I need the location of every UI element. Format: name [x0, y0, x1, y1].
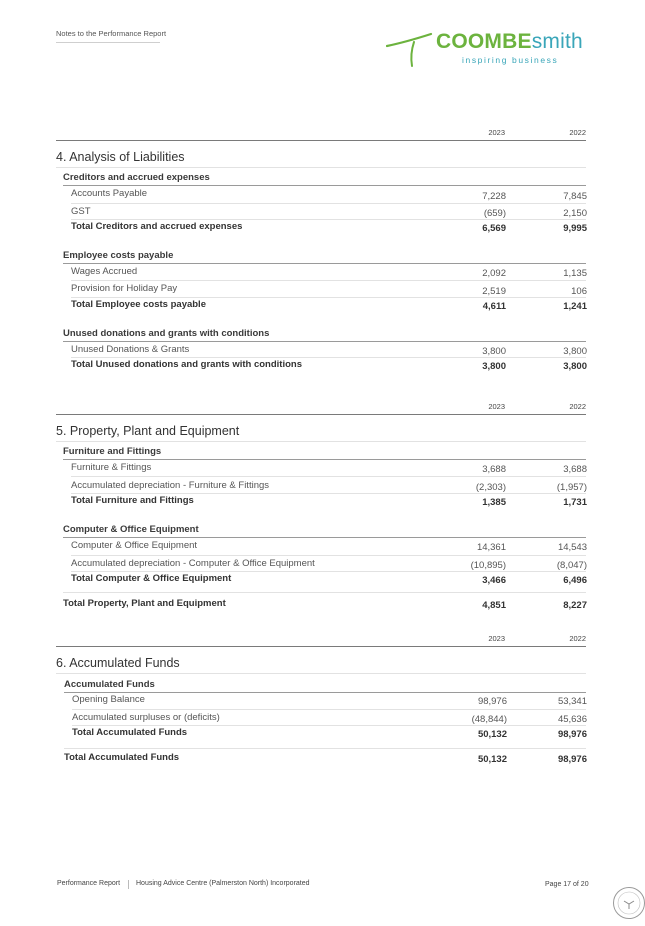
- footer-page-number: Page 17 of 20: [545, 881, 589, 888]
- year-header-2023: 2023: [488, 128, 505, 137]
- value-2022: 3,800: [563, 346, 587, 357]
- value-2023: 3,688: [482, 464, 506, 475]
- value-2023: 98,976: [477, 696, 507, 707]
- value-2023: (2,303): [475, 482, 506, 493]
- row-label: Accumulated surpluses or (deficits): [72, 712, 220, 723]
- divider: [64, 748, 586, 749]
- divider: [56, 441, 586, 442]
- value-2023: 14,361: [476, 542, 506, 553]
- year-header-2022: 2022: [569, 402, 586, 411]
- divider: [71, 357, 586, 358]
- value-2022: 3,688: [563, 464, 587, 475]
- divider: [71, 493, 586, 494]
- value-2023: (659): [483, 208, 506, 219]
- total-2023: 4,611: [482, 301, 506, 312]
- section-title: 4. Analysis of Liabilities: [56, 150, 185, 164]
- section-divider: [56, 646, 586, 647]
- header-divider: [56, 42, 160, 43]
- value-2023: 2,092: [482, 268, 506, 279]
- grand-total-label: Total Property, Plant and Equipment: [63, 598, 226, 609]
- row-label: Computer & Office Equipment: [71, 540, 198, 551]
- divider: [71, 203, 586, 204]
- value-2022: 7,845: [563, 191, 587, 202]
- grand-total-2023: 4,851: [482, 600, 506, 611]
- subsection-title: Accumulated Funds: [64, 679, 155, 690]
- total-2023: 50,132: [477, 729, 507, 740]
- subsection-title: Unused donations and grants with conditions: [63, 328, 270, 339]
- divider: [56, 167, 586, 168]
- footer-separator: [128, 880, 129, 889]
- total-2023: 3,800: [482, 361, 506, 372]
- row-label: Accumulated depreciation - Computer & Office Equipment: [71, 558, 315, 569]
- total-label: Total Furniture and Fittings: [71, 495, 194, 506]
- year-header-2023: 2023: [488, 402, 505, 411]
- grand-total-2022: 8,227: [563, 600, 587, 611]
- footer-entity: Housing Advice Centre (Palmerston North) Incorporated: [136, 880, 310, 887]
- logo-tagline: inspiring business: [462, 55, 559, 65]
- subsection-title: Furniture and Fittings: [63, 446, 162, 457]
- total-2023: 1,385: [482, 497, 506, 508]
- logo-swoosh-icon: [386, 30, 436, 70]
- total-label: Total Computer & Office Equipment: [71, 573, 232, 584]
- divider: [63, 185, 586, 186]
- divider: [71, 571, 586, 572]
- total-2023: 3,466: [482, 575, 506, 586]
- total-2022: 9,995: [563, 223, 587, 234]
- value-2022: (8,047): [556, 560, 587, 571]
- total-label: Total Accumulated Funds: [72, 727, 188, 738]
- divider: [72, 709, 586, 710]
- section-title: 5. Property, Plant and Equipment: [56, 424, 240, 438]
- divider: [63, 592, 586, 593]
- year-header-2023: 2023: [488, 634, 505, 643]
- row-label: Furniture & Fittings: [71, 462, 152, 473]
- section-title: 6. Accumulated Funds: [56, 656, 180, 670]
- row-label: Accounts Payable: [71, 188, 148, 199]
- total-2023: 6,569: [482, 223, 506, 234]
- section-divider: [56, 414, 586, 415]
- row-label: Opening Balance: [72, 694, 145, 705]
- total-2022: 98,976: [557, 729, 587, 740]
- value-2023: 7,228: [482, 191, 506, 202]
- subsection-title: Computer & Office Equipment: [63, 524, 199, 535]
- subsection-title: Creditors and accrued expenses: [63, 172, 210, 183]
- footer-report-name: Performance Report: [57, 880, 121, 887]
- value-2022: (1,957): [556, 482, 587, 493]
- year-header-2022: 2022: [569, 128, 586, 137]
- total-2022: 6,496: [563, 575, 587, 586]
- divider: [71, 280, 586, 281]
- divider: [64, 692, 586, 693]
- value-2022: 1,135: [563, 268, 587, 279]
- logo-word-coombe: COOMBE: [436, 30, 532, 53]
- grand-total-label: Total Accumulated Funds: [64, 752, 180, 763]
- value-2023: (48,844): [471, 714, 507, 725]
- row-label: Provision for Holiday Pay: [71, 283, 178, 294]
- divider: [63, 537, 586, 538]
- value-2022: 14,543: [557, 542, 587, 553]
- divider: [71, 297, 586, 298]
- total-2022: 1,241: [563, 301, 587, 312]
- divider: [63, 341, 586, 342]
- divider: [71, 476, 586, 477]
- divider: [63, 459, 586, 460]
- value-2022: 106: [571, 286, 587, 297]
- logo-wordmark: [436, 30, 583, 54]
- section-divider: [56, 140, 586, 141]
- total-2022: 3,800: [563, 361, 587, 372]
- company-logo: [386, 28, 591, 70]
- grand-total-2022: 98,976: [557, 754, 587, 765]
- logo-word-smith: smith: [531, 30, 583, 53]
- grand-total-2023: 50,132: [477, 754, 507, 765]
- divider: [63, 263, 586, 264]
- row-label: Unused Donations & Grants: [71, 344, 190, 355]
- divider: [71, 219, 586, 220]
- divider: [72, 725, 586, 726]
- subsection-title: Employee costs payable: [63, 250, 174, 261]
- total-2022: 1,731: [563, 497, 587, 508]
- value-2023: 3,800: [482, 346, 506, 357]
- header-note: Notes to the Performance Report: [56, 29, 167, 38]
- row-label: GST: [71, 206, 91, 217]
- total-label: Total Unused donations and grants with conditions: [71, 359, 302, 370]
- year-header-2022: 2022: [569, 634, 586, 643]
- divider: [56, 673, 586, 674]
- value-2022: 45,636: [557, 714, 587, 725]
- audit-stamp-icon: [612, 886, 645, 920]
- value-2023: (10,895): [470, 560, 506, 571]
- value-2022: 53,341: [557, 696, 587, 707]
- row-label: Accumulated depreciation - Furniture & Fittings: [71, 480, 270, 491]
- value-2023: 2,519: [482, 286, 506, 297]
- total-label: Total Employee costs payable: [71, 299, 206, 310]
- value-2022: 2,150: [563, 208, 587, 219]
- total-label: Total Creditors and accrued expenses: [71, 221, 243, 232]
- row-label: Wages Accrued: [71, 266, 138, 277]
- divider: [71, 555, 586, 556]
